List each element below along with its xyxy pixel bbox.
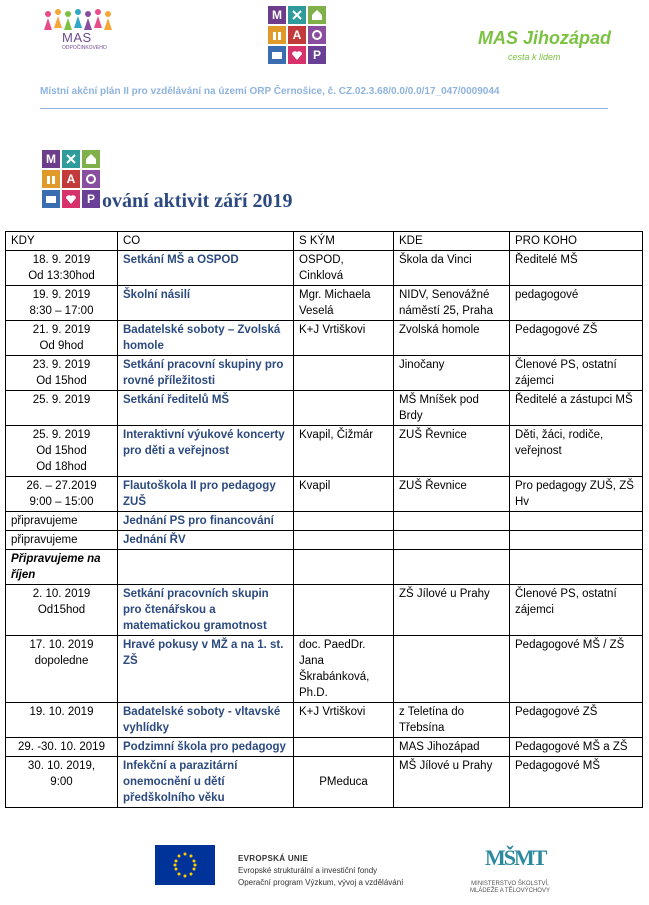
cell-co: Interaktivní výukové koncerty pro děti a veřejnost	[118, 426, 294, 477]
header-pro-koho: PRO KOHO	[510, 232, 643, 251]
eu-flag-logo	[155, 845, 215, 885]
cell-kdy-line: 29. -30. 10. 2019	[18, 741, 105, 753]
table-row	[6, 531, 643, 550]
header-kde: KDE	[394, 232, 510, 251]
cell-kdy	[6, 356, 118, 391]
project-header-line: Místní akční plán II pro vzdělávání na území ORP Černošice, č. CZ.02.3.68/0.0/0.0/17_047/0009044	[40, 86, 500, 97]
map-logo-cell	[268, 46, 286, 64]
book-icon	[45, 193, 57, 205]
cell-kdy	[6, 426, 118, 477]
map-logo-cell	[62, 190, 80, 208]
cell-kde	[394, 550, 510, 585]
cell-s-kym: K+J Vrtiškovi	[294, 321, 394, 356]
cell-kdy-line: 2. 10. 2019	[32, 588, 91, 600]
cell-s-kym: Kvapil	[294, 477, 394, 512]
map-logo-cell: M	[268, 6, 286, 24]
figures-icon	[45, 173, 57, 185]
gear-icon	[85, 173, 97, 185]
msmt-logo	[460, 845, 560, 895]
cell-kdy	[6, 703, 118, 738]
cell-kdy-line: Připravujeme na říjen	[11, 553, 101, 581]
table-row	[6, 512, 643, 531]
cell-pro-koho: Pedagogové MŠ / ZŠ	[510, 636, 643, 703]
cell-kdy	[6, 550, 118, 585]
cell-s-kym: doc. PaedDr. Jana Škrabánková, Ph.D.	[294, 636, 394, 703]
cell-kdy-line: 9:00	[50, 776, 73, 788]
book-icon	[271, 49, 283, 61]
cell-kde: ZŠ Jílové u Prahy	[394, 585, 510, 636]
cell-kdy-line: Od 18hod	[36, 461, 87, 473]
cell-s-kym	[294, 738, 394, 757]
cell-pro-koho: Pro pedagogy ZUŠ, ZŠ Hv	[510, 477, 643, 512]
cell-kdy	[6, 391, 118, 426]
cell-kdy	[6, 636, 118, 703]
table-row	[6, 636, 643, 703]
cell-pro-koho: Členové PS, ostatní zájemci	[510, 356, 643, 391]
page-title: ování aktivit září 2019	[102, 190, 293, 212]
cell-pro-koho	[510, 512, 643, 531]
table-row	[6, 550, 643, 585]
cell-s-kym	[294, 391, 394, 426]
cell-s-kym	[294, 531, 394, 550]
cell-s-kym	[294, 585, 394, 636]
cell-s-kym: OSPOD, Cinklová	[294, 251, 394, 286]
mas-odpocinkoveho-logo	[40, 8, 120, 58]
cell-kdy-line: Od 15hod	[36, 445, 87, 457]
table-row	[6, 426, 643, 477]
map-logo-cell	[82, 150, 100, 168]
cell-kdy	[6, 477, 118, 512]
cell-kdy	[6, 585, 118, 636]
cell-pro-koho: Pedagogové ZŠ	[510, 703, 643, 738]
cell-co: Podzimní škola pro pedagogy	[118, 738, 294, 757]
cell-kdy-line: 26. – 27.2019	[26, 480, 97, 492]
eu-stars-icon	[165, 850, 205, 880]
eu-title: EVROPSKÁ UNIE	[238, 854, 309, 863]
mas-logo-word: MAS	[62, 30, 92, 45]
figures-icon	[271, 29, 283, 41]
map-logo-cell	[268, 26, 286, 44]
cell-kde: MAS Jihozápad	[394, 738, 510, 757]
cell-s-kym: Kvapil, Čižmár	[294, 426, 394, 477]
map-logo-cell: M	[42, 150, 60, 168]
cell-pro-koho: Členové PS, ostatní zájemci	[510, 585, 643, 636]
cell-pro-koho: pedagogové	[510, 286, 643, 321]
cell-co: Badatelské soboty - vltavské vyhlídky	[118, 703, 294, 738]
cell-pro-koho: Pedagogové MŠ a ZŠ	[510, 738, 643, 757]
header-s-kym: S KÝM	[294, 232, 394, 251]
cell-pro-koho: Pedagogové ZŠ	[510, 321, 643, 356]
cell-kdy-line: 17. 10. 2019	[29, 639, 94, 651]
table-header-row	[6, 232, 643, 251]
mas-logo-subtitle: ODPOČINKOVÉHO	[62, 45, 107, 51]
cell-co: Setkání pracovní skupiny pro rovné příležitosti	[118, 356, 294, 391]
table-row	[6, 703, 643, 738]
cell-pro-koho: Děti, žáci, rodiče, veřejnost	[510, 426, 643, 477]
cell-co: Badatelské soboty – Zvolská homole	[118, 321, 294, 356]
mas-jihozapad-subtitle: cesta k lidem	[508, 52, 561, 62]
cell-s-kym	[294, 512, 394, 531]
msmt-line-2: MLÁDEŽE A TĚLOVÝCHOVY	[470, 888, 550, 894]
msmt-text	[460, 881, 560, 895]
table-row	[6, 391, 643, 426]
cell-kdy	[6, 286, 118, 321]
cell-s-kym: PMeduca	[294, 757, 394, 808]
cell-kdy	[6, 531, 118, 550]
cell-pro-koho: Ředitelé a zástupci MŠ	[510, 391, 643, 426]
cell-kdy-line: 8:30 – 17:00	[29, 305, 94, 317]
cell-kde: ZUŠ Řevnice	[394, 426, 510, 477]
map-logo-cell	[42, 190, 60, 208]
cell-s-kym	[294, 550, 394, 585]
cell-kde: NIDV, Senovážné náměstí 25, Praha	[394, 286, 510, 321]
header-kdy: KDY	[6, 232, 118, 251]
cell-kde: Zvolská homole	[394, 321, 510, 356]
cell-kdy-line: 9:00 – 15:00	[29, 496, 94, 508]
map-logo-cell: A	[288, 26, 306, 44]
map-logo-cell: A	[62, 170, 80, 188]
cell-co: Hravé pokusy v MŽ a na 1. st. ZŠ	[118, 636, 294, 703]
cell-kdy-line: 25. 9. 2019	[32, 429, 91, 441]
table-row	[6, 477, 643, 512]
cell-co: Setkání pracovních skupin pro čtenářskou a matematickou gramotnost	[118, 585, 294, 636]
table-row	[6, 251, 643, 286]
table-row	[6, 585, 643, 636]
cell-kdy-line: 30. 10. 2019,	[27, 760, 96, 772]
person-icon	[291, 9, 303, 21]
cell-co: Školní násilí	[118, 286, 294, 321]
cell-kde: ZUŠ Řevnice	[394, 477, 510, 512]
cell-kdy-line: Od 9hod	[39, 340, 84, 352]
cell-pro-koho: Pedagogové MŠ	[510, 757, 643, 808]
cell-kdy-line: 21. 9. 2019	[32, 324, 91, 336]
map-logo-cell	[62, 150, 80, 168]
cell-kde: MŠ Mníšek pod Brdy	[394, 391, 510, 426]
cell-co: Setkání MŠ a OSPOD	[118, 251, 294, 286]
heart-icon	[291, 49, 303, 61]
cell-kdy	[6, 738, 118, 757]
cell-s-kym	[294, 356, 394, 391]
cell-pro-koho	[510, 550, 643, 585]
cell-kdy-line: 23. 9. 2019	[32, 359, 91, 371]
person-icon	[65, 153, 77, 165]
cell-kde: Škola da Vinci	[394, 251, 510, 286]
cell-pro-koho	[510, 531, 643, 550]
cell-kde	[394, 636, 510, 703]
cell-kdy-line: Od15hod	[37, 604, 86, 616]
eu-programme-line: Operační program Výzkum, vývoj a vzdělávání	[238, 878, 404, 887]
cell-kdy	[6, 321, 118, 356]
cell-kdy-line: Od 15hod	[36, 375, 87, 387]
table-row	[6, 321, 643, 356]
mas-jihozapad-logo	[478, 28, 612, 68]
cell-kdy-line: Od 13:30hod	[28, 270, 95, 282]
cell-kdy	[6, 512, 118, 531]
cell-kdy-line: 19. 9. 2019	[32, 289, 91, 301]
map-logo-cell	[308, 6, 326, 24]
house-icon	[85, 153, 97, 165]
cell-kdy-line: dopoledne	[34, 655, 89, 667]
cell-co: Jednání ŘV	[118, 531, 294, 550]
table-row	[6, 286, 643, 321]
eu-funds-line: Evropské strukturální a investiční fondy	[238, 866, 378, 875]
cell-co: Infekční a parazitární onemocnění u dětí předškolního věku	[118, 757, 294, 808]
cell-kdy-line: 18. 9. 2019	[32, 254, 91, 266]
map-logo-cell	[288, 6, 306, 24]
map-logo-cell: P	[308, 46, 326, 64]
cell-kde: MŠ Jílové u Prahy	[394, 757, 510, 808]
cell-co: Flautoškola II pro pedagogy ZUŠ	[118, 477, 294, 512]
house-icon	[311, 9, 323, 21]
mas-jihozapad-word: MAS Jihozápad	[478, 28, 612, 48]
eu-funding-text	[238, 853, 403, 889]
map-logo	[268, 6, 326, 64]
heart-icon	[65, 193, 77, 205]
table-row	[6, 356, 643, 391]
cell-co: Jednání PS pro financování	[118, 512, 294, 531]
map-logo-cell: P	[82, 190, 100, 208]
cell-pro-koho: Ředitelé MŠ	[510, 251, 643, 286]
map-logo-cell	[42, 170, 60, 188]
msmt-mark: MŠMT	[485, 845, 546, 870]
map-logo-cell	[82, 170, 100, 188]
cell-kde: Jinočany	[394, 356, 510, 391]
cell-co: Setkání ředitelů MŠ	[118, 391, 294, 426]
cell-kdy-line: 19. 10. 2019	[29, 706, 94, 718]
cell-s-kym: Mgr. Michaela Veselá	[294, 286, 394, 321]
map-title-logo	[42, 150, 100, 208]
header-divider	[40, 108, 608, 109]
table-body	[6, 251, 643, 808]
cell-kdy	[6, 251, 118, 286]
cell-kdy-line: připravujeme	[11, 534, 78, 546]
table-row	[6, 738, 643, 757]
header-co: CO	[118, 232, 294, 251]
table-row	[6, 757, 643, 808]
cell-s-kym: K+J Vrtiškovi	[294, 703, 394, 738]
msmt-line-1: MINISTERSTVO ŠKOLSTVÍ,	[471, 881, 549, 887]
cell-kde	[394, 512, 510, 531]
cell-kdy-line: 25. 9. 2019	[32, 394, 91, 406]
gear-icon	[311, 29, 323, 41]
map-logo-cell	[308, 26, 326, 44]
cell-kdy-line: připravujeme	[11, 515, 78, 527]
cell-kde: z Teletína do Třebsína	[394, 703, 510, 738]
activities-table	[5, 231, 643, 808]
cell-kde	[394, 531, 510, 550]
cell-co	[118, 550, 294, 585]
cell-kdy	[6, 757, 118, 808]
map-logo-cell	[288, 46, 306, 64]
